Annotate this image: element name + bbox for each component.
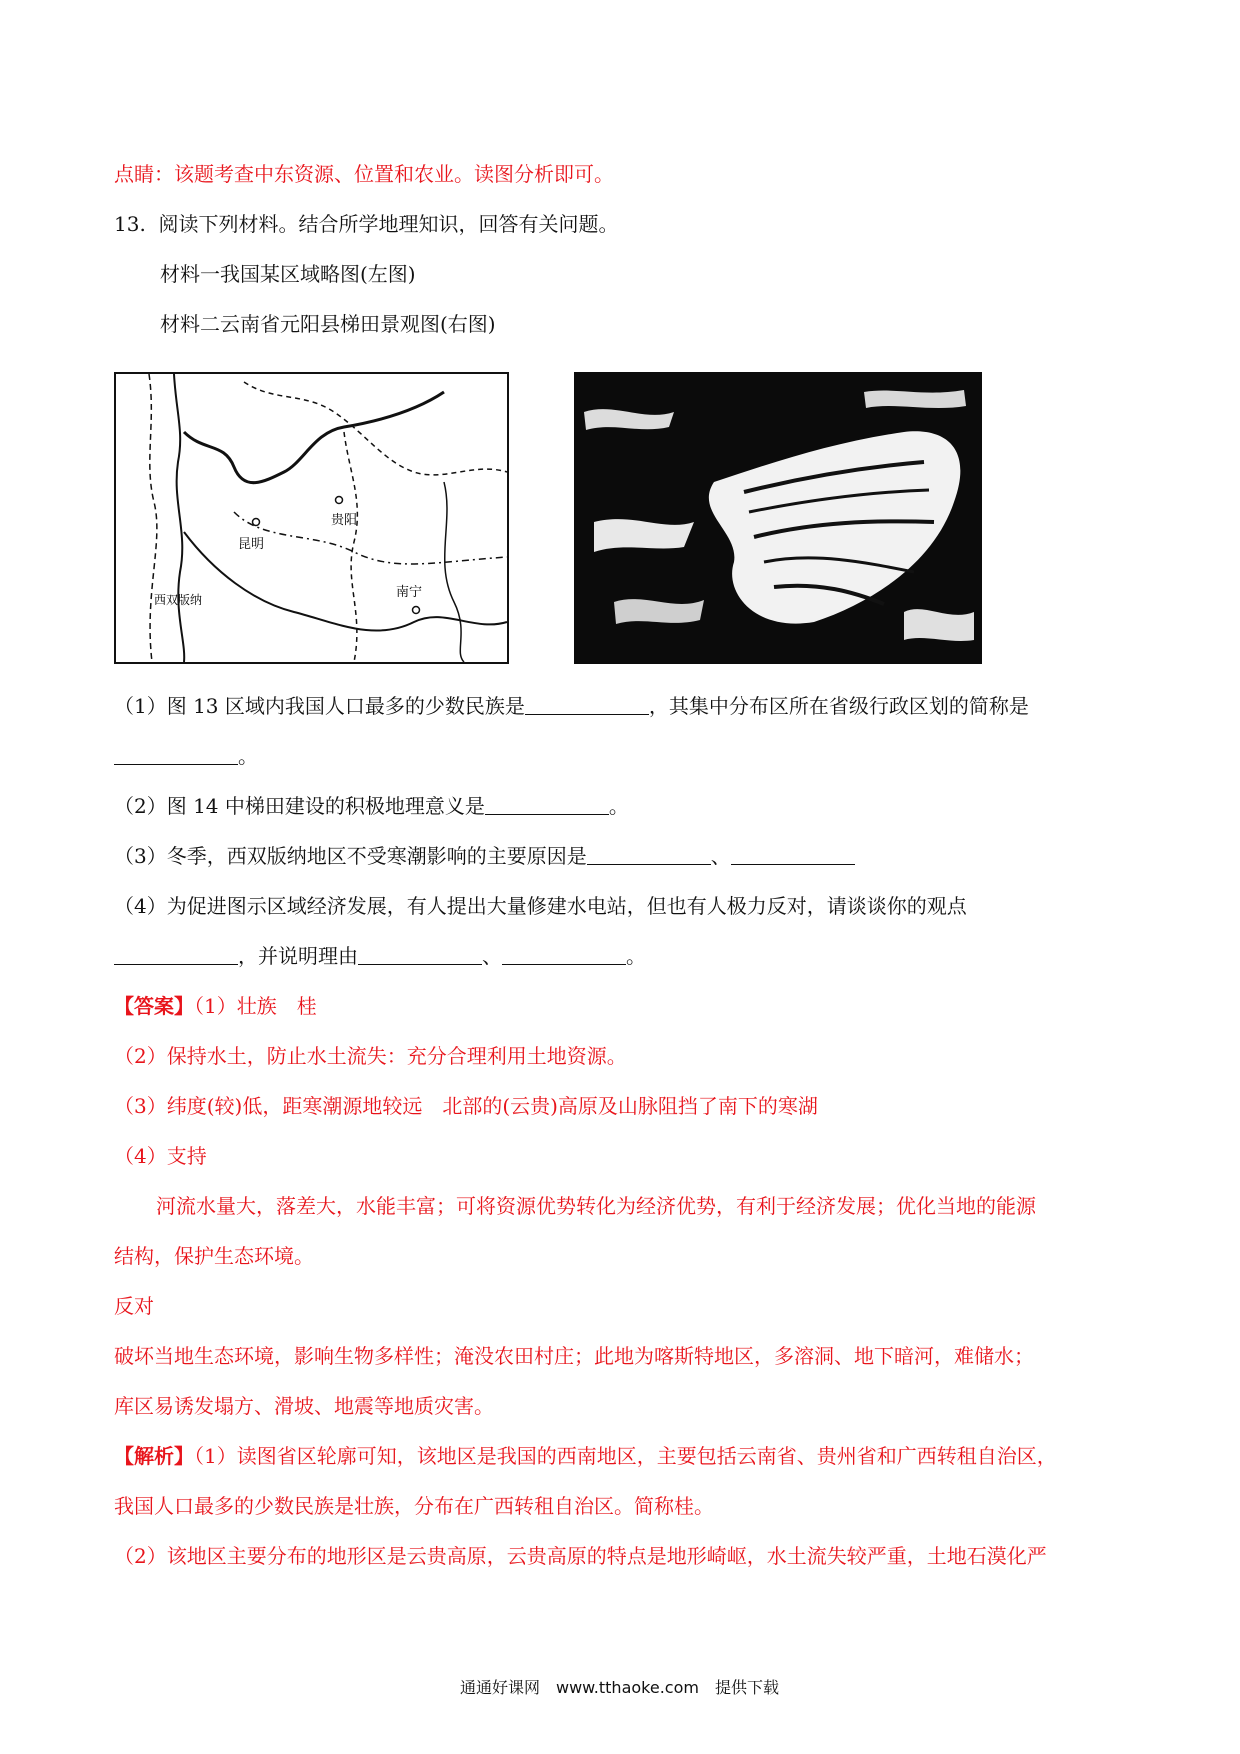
q4-text-b: ，并说明理由 bbox=[238, 944, 358, 968]
answer-2: （2）保持水土，防止水土流失：充分合理利用土地资源。 bbox=[114, 1044, 627, 1068]
analysis-label: 【解析】 bbox=[114, 1444, 194, 1468]
sub-question-1-cont bbox=[114, 742, 258, 770]
question-heading bbox=[114, 210, 619, 238]
answer-blank bbox=[114, 744, 238, 765]
answer-4: （4）支持 bbox=[114, 1144, 207, 1168]
material-1: 材料一我国某区域略图(左图) bbox=[160, 262, 416, 286]
answer-support-2: 结构，保护生态环境。 bbox=[114, 1244, 314, 1268]
answer-1: （1）壮族 桂 bbox=[194, 994, 317, 1018]
terrace-highlight bbox=[864, 390, 966, 408]
answer-line-1 bbox=[114, 992, 317, 1020]
answer-blank bbox=[502, 944, 626, 965]
answer-blank bbox=[587, 844, 711, 865]
analysis-line-2: 我国人口最多的少数民族是壮族，分布在广西转租自治区。简称桂。 bbox=[114, 1494, 714, 1518]
answer-blank bbox=[358, 944, 482, 965]
q4-end: 。 bbox=[626, 944, 646, 968]
sub-question-4-cont bbox=[114, 942, 646, 970]
material-2: 材料二云南省元阳县梯田景观图(右图) bbox=[160, 312, 496, 336]
answer-oppose-1: 破坏当地生态环境，影响生物多样性；淹没农田村庄；此地为喀斯特地区，多溶洞、地下暗河，难储水； bbox=[114, 1344, 1034, 1368]
city-marker bbox=[253, 519, 260, 526]
answer-support-1: 河流水量大，落差大，水能丰富；可将资源优势转化为经济优势，有利于经济发展；优化当地的能源 bbox=[156, 1194, 1036, 1218]
city-label-kunming: 昆明 bbox=[238, 537, 265, 552]
region-map-figure bbox=[114, 372, 509, 664]
analysis-p1-1: （1）读图省区轮廓可知，该地区是我国的西南地区，主要包括云南省、贵州省和广西转租自治区， bbox=[194, 1444, 1057, 1468]
analysis-line-3: （2）该地区主要分布的地形区是云贵高原，云贵高原的特点是地形崎岖，水土流失较严重，土地石漠化严 bbox=[114, 1544, 1047, 1568]
question-intro: 阅读下列材料。结合所学地理知识，回答有关问题。 bbox=[158, 212, 619, 236]
q1-text-a: （1）图 13 区域内我国人口最多的少数民族是 bbox=[114, 694, 525, 718]
answer-oppose-2: 库区易诱发塌方、滑坡、地震等地质灾害。 bbox=[114, 1394, 494, 1418]
city-label-guiyang: 贵阳 bbox=[331, 513, 358, 528]
city-marker bbox=[336, 497, 343, 504]
question-number: 13. bbox=[114, 212, 146, 236]
sub-question-2 bbox=[114, 792, 629, 820]
tip-text: 点睛：该题考查中东资源、位置和农业。读图分析即可。 bbox=[114, 162, 614, 186]
q2-text: （2）图 14 中梯田建设的积极地理意义是 bbox=[114, 794, 485, 818]
answer-oppose: 反对 bbox=[114, 1294, 154, 1318]
answer-label: 【答案】 bbox=[114, 994, 194, 1018]
answer-blank bbox=[525, 694, 649, 715]
q3-sep: 、 bbox=[710, 844, 731, 868]
q4-sep: 、 bbox=[482, 944, 502, 968]
answer-blank bbox=[485, 794, 609, 815]
terrace-photo-figure bbox=[574, 372, 982, 664]
q3-text: （3）冬季，西双版纳地区不受寒潮影响的主要原因是 bbox=[114, 844, 587, 868]
answer-blank bbox=[114, 944, 238, 965]
sub-question-3 bbox=[114, 842, 855, 870]
q1-text-b: ，其集中分布区所在省级行政区划的简称是 bbox=[648, 694, 1029, 718]
q1-end: 。 bbox=[238, 744, 258, 768]
page-footer: 通通好课网 www.tthaoke.com 提供下载 bbox=[460, 1678, 779, 1697]
region-label-xishuangbanna: 西双版纳 bbox=[154, 593, 203, 607]
answer-3: （3）纬度(较)低，距寒潮源地较远 北部的(云贵)高原及山脉阻挡了南下的寒湖 bbox=[114, 1094, 818, 1118]
city-label-nanning: 南宁 bbox=[396, 585, 423, 600]
answer-blank bbox=[731, 844, 855, 865]
sub-question-1 bbox=[114, 692, 1029, 720]
sub-question-4: （4）为促进图示区域经济发展，有人提出大量修建水电站，但也有人极力反对，请谈谈你的观点 bbox=[114, 894, 967, 918]
q2-end: 。 bbox=[608, 794, 629, 818]
city-marker bbox=[413, 607, 420, 614]
analysis-line-1 bbox=[114, 1442, 1057, 1470]
